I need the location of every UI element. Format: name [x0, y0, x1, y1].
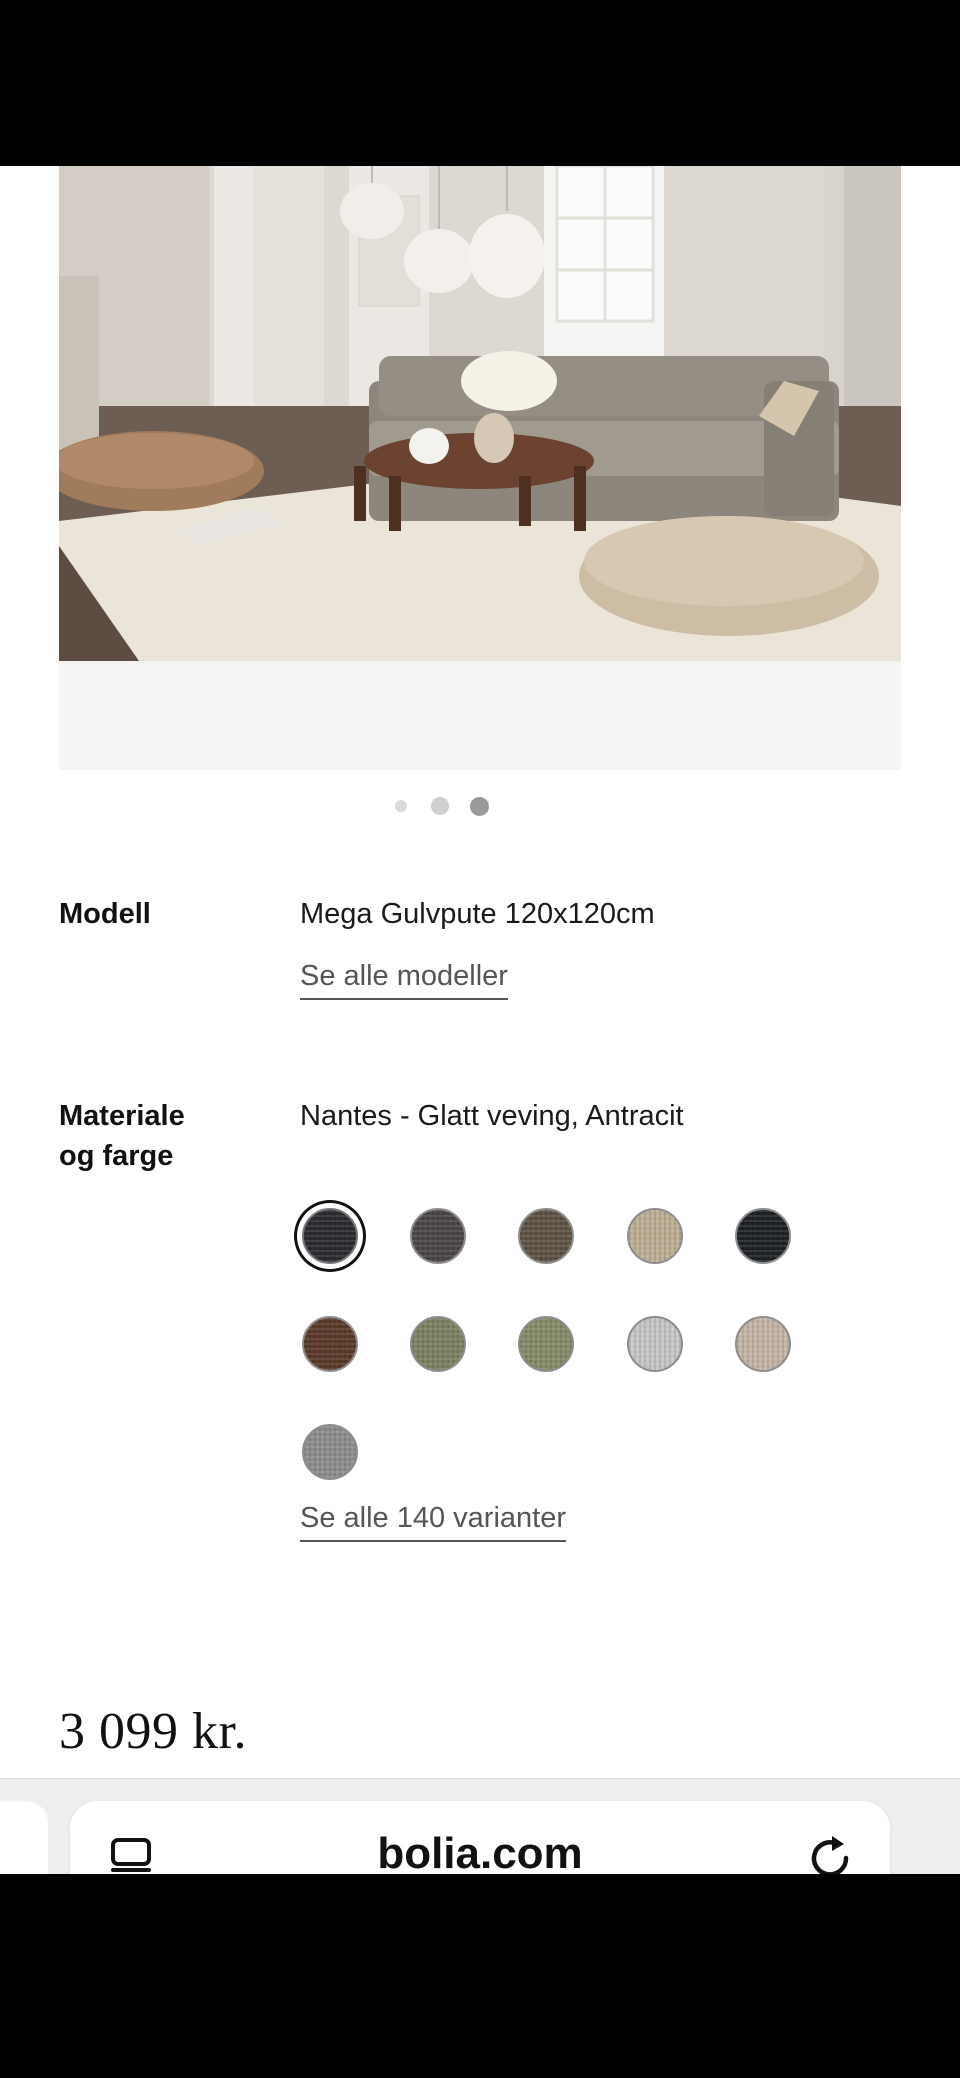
material-value: Nantes - Glatt veving, Antracit	[300, 1100, 684, 1132]
swatch-rust-brown[interactable]	[302, 1316, 358, 1372]
material-label-line1: Materiale	[59, 1100, 185, 1132]
price: 3 099 kr.	[59, 1703, 247, 1760]
model-value: Mega Gulvpute 120x120cm	[300, 898, 655, 930]
swatch-sand[interactable]	[735, 1316, 791, 1372]
product-gallery[interactable]	[59, 166, 901, 770]
model-label: Modell	[59, 898, 151, 930]
swatch-light-grey[interactable]	[627, 1316, 683, 1372]
swatch-beige[interactable]	[627, 1208, 683, 1264]
swatch-black[interactable]	[735, 1208, 791, 1264]
swatch-brown-grey[interactable]	[518, 1208, 574, 1264]
see-all-variants-link[interactable]: Se alle 140 varianter	[300, 1498, 566, 1542]
reload-icon[interactable]	[806, 1834, 854, 1874]
product-image[interactable]	[59, 166, 901, 661]
address-bar[interactable]	[70, 1801, 890, 1874]
swatch-mixed-grey[interactable]	[302, 1424, 358, 1480]
gallery-dot-2[interactable]	[431, 797, 449, 815]
gallery-dot-1[interactable]	[395, 800, 407, 812]
swatch-olive[interactable]	[410, 1316, 466, 1372]
material-label-line2: og farge	[59, 1140, 174, 1172]
home-indicator-area	[0, 1874, 960, 2078]
swatch-antracit[interactable]	[302, 1208, 358, 1264]
status-bar-area	[0, 0, 960, 166]
previous-tab-preview[interactable]	[0, 1801, 48, 1874]
gallery-dots	[0, 796, 960, 816]
see-all-models-link[interactable]: Se alle modeller	[300, 956, 508, 1000]
living-room-photo	[59, 166, 901, 661]
url-text[interactable]: bolia.com	[377, 1829, 583, 1874]
swatch-dark-grey[interactable]	[410, 1208, 466, 1264]
product-page	[0, 166, 960, 1778]
browser-toolbar	[0, 1778, 960, 1874]
swatch-sage[interactable]	[518, 1316, 574, 1372]
gallery-dot-3[interactable]	[470, 797, 489, 816]
